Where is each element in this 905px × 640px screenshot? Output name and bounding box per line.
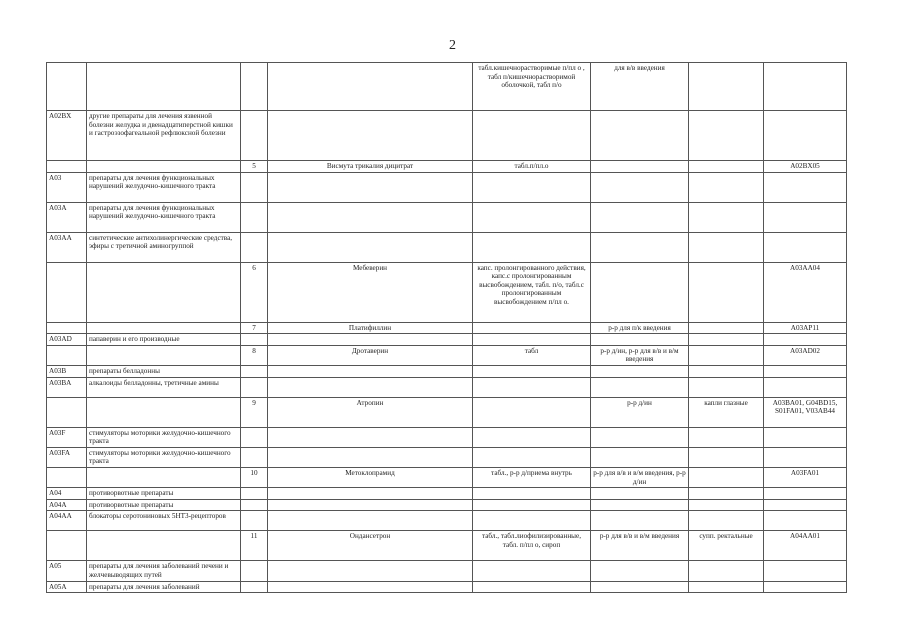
atc-code-cell: A02BX: [47, 111, 87, 161]
injection-form-cell: для в/в введения: [591, 63, 689, 111]
drug-name-cell: [268, 581, 473, 593]
row-number-cell: 9: [241, 397, 268, 427]
atc-code-cell: [47, 63, 87, 111]
group-name-cell: синтетические антихолинергические средства, эфиры с третичной аминогруппой: [87, 232, 241, 262]
table-row: [47, 561, 847, 581]
injection-form-cell: [591, 377, 689, 397]
atc-full-code-cell: A03AD02: [764, 345, 847, 365]
atc-full-code-cell: A03AP11: [764, 322, 847, 334]
atc-code-cell: A03F: [47, 427, 87, 447]
drug-name-cell: [268, 427, 473, 447]
table-row: [47, 111, 847, 161]
group-name-cell: противорвотные препараты: [87, 488, 241, 500]
row-number-cell: [241, 447, 268, 467]
other-form-cell: [689, 467, 764, 487]
injection-form-cell: [591, 161, 689, 173]
table-row: [47, 345, 847, 365]
row-number-cell: 7: [241, 322, 268, 334]
dosage-form-cell: [473, 561, 591, 581]
drug-name-cell: Атропин: [268, 397, 473, 427]
row-number-cell: [241, 511, 268, 531]
dosage-form-cell: [473, 499, 591, 511]
table-row: [47, 63, 847, 111]
dosage-form-cell: [473, 581, 591, 593]
atc-full-code-cell: [764, 488, 847, 500]
other-form-cell: [689, 63, 764, 111]
dosage-form-cell: [473, 232, 591, 262]
atc-full-code-cell: A02BX05: [764, 161, 847, 173]
atc-code-cell: [47, 531, 87, 561]
row-number-cell: [241, 488, 268, 500]
group-name-cell: препараты для лечения функциональных нарушений желудочно-кишечного тракта: [87, 172, 241, 202]
drug-name-cell: Дротаверин: [268, 345, 473, 365]
other-form-cell: [689, 511, 764, 531]
row-number-cell: [241, 499, 268, 511]
atc-code-cell: A05A: [47, 581, 87, 593]
atc-code-cell: [47, 322, 87, 334]
injection-form-cell: [591, 581, 689, 593]
table-row: [47, 172, 847, 202]
group-name-cell: препараты для лечения заболеваний: [87, 581, 241, 593]
row-number-cell: [241, 232, 268, 262]
atc-full-code-cell: [764, 334, 847, 346]
drug-name-cell: [268, 561, 473, 581]
table-row: [47, 467, 847, 487]
row-number-cell: [241, 63, 268, 111]
other-form-cell: [689, 488, 764, 500]
other-form-cell: [689, 262, 764, 322]
atc-code-cell: [47, 262, 87, 322]
injection-form-cell: [591, 172, 689, 202]
atc-code-cell: A03AD: [47, 334, 87, 346]
injection-form-cell: [591, 427, 689, 447]
other-form-cell: [689, 365, 764, 377]
injection-form-cell: [591, 202, 689, 232]
dosage-form-cell: [473, 322, 591, 334]
table-row: [47, 232, 847, 262]
group-name-cell: препараты для лечения заболеваний печени и желчевыводящих путей: [87, 561, 241, 581]
drug-name-cell: [268, 488, 473, 500]
atc-code-cell: A04AA: [47, 511, 87, 531]
atc-code-cell: A03: [47, 172, 87, 202]
drug-name-cell: [268, 63, 473, 111]
atc-full-code-cell: A03FA01: [764, 467, 847, 487]
row-number-cell: [241, 111, 268, 161]
injection-form-cell: [591, 232, 689, 262]
other-form-cell: [689, 334, 764, 346]
row-number-cell: [241, 377, 268, 397]
dosage-form-cell: табл: [473, 345, 591, 365]
injection-form-cell: р-р для п/к введения: [591, 322, 689, 334]
group-name-cell: [87, 161, 241, 173]
row-number-cell: 11: [241, 531, 268, 561]
injection-form-cell: [591, 488, 689, 500]
drug-name-cell: [268, 232, 473, 262]
atc-code-cell: [47, 345, 87, 365]
atc-full-code-cell: A03BA01, G04BD15, S01FA01, V03AB44: [764, 397, 847, 427]
row-number-cell: [241, 334, 268, 346]
row-number-cell: [241, 365, 268, 377]
row-number-cell: [241, 561, 268, 581]
atc-full-code-cell: [764, 499, 847, 511]
group-name-cell: стимуляторы моторики желудочно-кишечного тракта: [87, 447, 241, 467]
group-name-cell: препараты белладонны: [87, 365, 241, 377]
dosage-form-cell: [473, 172, 591, 202]
drug-name-cell: Метоклопрамид: [268, 467, 473, 487]
other-form-cell: [689, 581, 764, 593]
group-name-cell: другие препараты для лечения язвенной болезни желудка и двенадцатиперстной кишки и гастроэзофагеальной рефлюксной болезни: [87, 111, 241, 161]
drug-name-cell: [268, 377, 473, 397]
drug-name-cell: [268, 172, 473, 202]
drug-name-cell: [268, 202, 473, 232]
injection-form-cell: [591, 111, 689, 161]
group-name-cell: [87, 531, 241, 561]
injection-form-cell: [591, 447, 689, 467]
atc-full-code-cell: [764, 561, 847, 581]
drug-name-cell: [268, 334, 473, 346]
injection-form-cell: р-р д/ин: [591, 397, 689, 427]
atc-code-cell: A03BA: [47, 377, 87, 397]
drug-name-cell: Ондансетрон: [268, 531, 473, 561]
atc-full-code-cell: [764, 63, 847, 111]
atc-code-cell: [47, 397, 87, 427]
atc-code-cell: A03AA: [47, 232, 87, 262]
dosage-form-cell: [473, 377, 591, 397]
dosage-form-cell: [473, 488, 591, 500]
table-row: [47, 488, 847, 500]
injection-form-cell: [591, 499, 689, 511]
atc-code-cell: A04A: [47, 499, 87, 511]
table-row: [47, 262, 847, 322]
injection-form-cell: [591, 334, 689, 346]
group-name-cell: [87, 322, 241, 334]
group-name-cell: [87, 262, 241, 322]
atc-code-cell: A05: [47, 561, 87, 581]
injection-form-cell: [591, 561, 689, 581]
atc-full-code-cell: [764, 377, 847, 397]
injection-form-cell: [591, 262, 689, 322]
table-row: [47, 397, 847, 427]
group-name-cell: препараты для лечения функциональных нарушений желудочно-кишечного тракта: [87, 202, 241, 232]
injection-form-cell: р-р для в/в и в/м введения: [591, 531, 689, 561]
group-name-cell: блокаторы серотониновых 5HT3-рецепторов: [87, 511, 241, 531]
group-name-cell: [87, 467, 241, 487]
injection-form-cell: [591, 365, 689, 377]
dosage-form-cell: [473, 202, 591, 232]
atc-full-code-cell: [764, 447, 847, 467]
atc-full-code-cell: A04AA01: [764, 531, 847, 561]
group-name-cell: [87, 63, 241, 111]
drug-name-cell: [268, 111, 473, 161]
atc-code-cell: A03B: [47, 365, 87, 377]
table-row: [47, 202, 847, 232]
table-row: [47, 377, 847, 397]
drug-name-cell: [268, 499, 473, 511]
row-number-cell: [241, 202, 268, 232]
table-row: [47, 531, 847, 561]
group-name-cell: алкалоиды белладонны, третичные амины: [87, 377, 241, 397]
atc-full-code-cell: [764, 511, 847, 531]
other-form-cell: [689, 202, 764, 232]
other-form-cell: [689, 161, 764, 173]
dosage-form-cell: [473, 334, 591, 346]
atc-code-cell: [47, 467, 87, 487]
other-form-cell: [689, 377, 764, 397]
drug-name-cell: Платифиллин: [268, 322, 473, 334]
dosage-form-cell: табл.п/пл.о: [473, 161, 591, 173]
drug-name-cell: [268, 447, 473, 467]
table-row: [47, 499, 847, 511]
drug-name-cell: Висмута трикалия дицитрат: [268, 161, 473, 173]
dosage-form-cell: [473, 111, 591, 161]
injection-form-cell: р-р д/ин, р-р для в/в и в/м введения: [591, 345, 689, 365]
atc-full-code-cell: [764, 202, 847, 232]
group-name-cell: [87, 345, 241, 365]
group-name-cell: папаверин и его производные: [87, 334, 241, 346]
drug-name-cell: [268, 511, 473, 531]
other-form-cell: [689, 561, 764, 581]
table-row: [47, 447, 847, 467]
group-name-cell: противорвотные препараты: [87, 499, 241, 511]
row-number-cell: 10: [241, 467, 268, 487]
dosage-form-cell: табл.кишечнорастворимые п/пл о , табл п/кишечнорастворимой оболочкой, табл п/о: [473, 63, 591, 111]
atc-full-code-cell: [764, 365, 847, 377]
row-number-cell: [241, 172, 268, 202]
atc-full-code-cell: [764, 111, 847, 161]
table-row: [47, 161, 847, 173]
table-row: [47, 334, 847, 346]
dosage-form-cell: [473, 447, 591, 467]
page-number: 2: [449, 38, 456, 53]
other-form-cell: [689, 322, 764, 334]
table-row: [47, 365, 847, 377]
dosage-form-cell: [473, 365, 591, 377]
injection-form-cell: р-р для в/в и в/м введения, р-р д/ин: [591, 467, 689, 487]
row-number-cell: 6: [241, 262, 268, 322]
atc-full-code-cell: [764, 232, 847, 262]
other-form-cell: [689, 232, 764, 262]
table-row: [47, 581, 847, 593]
atc-full-code-cell: A03AA04: [764, 262, 847, 322]
atc-code-cell: A04: [47, 488, 87, 500]
row-number-cell: [241, 581, 268, 593]
atc-full-code-cell: [764, 581, 847, 593]
table-row: [47, 322, 847, 334]
row-number-cell: [241, 427, 268, 447]
other-form-cell: супп. ректальные: [689, 531, 764, 561]
other-form-cell: [689, 427, 764, 447]
other-form-cell: [689, 111, 764, 161]
drug-name-cell: Мебеверин: [268, 262, 473, 322]
atc-full-code-cell: [764, 427, 847, 447]
dosage-form-cell: [473, 427, 591, 447]
dosage-form-cell: табл., р-р д/приема внутрь: [473, 467, 591, 487]
group-name-cell: [87, 397, 241, 427]
atc-code-cell: A03A: [47, 202, 87, 232]
other-form-cell: [689, 499, 764, 511]
dosage-form-cell: табл., табл.лиофилизированные, табл. п/пл о, сироп: [473, 531, 591, 561]
drug-name-cell: [268, 365, 473, 377]
other-form-cell: [689, 345, 764, 365]
atc-code-cell: [47, 161, 87, 173]
dosage-form-cell: капс. пролонгированного действия, капс.с пролонгированным высвобождением, табл. п/о, табл.с пролонгированным высвобождением п/пл о.: [473, 262, 591, 322]
dosage-form-cell: [473, 397, 591, 427]
atc-code-cell: A03FA: [47, 447, 87, 467]
row-number-cell: 5: [241, 161, 268, 173]
injection-form-cell: [591, 511, 689, 531]
atc-full-code-cell: [764, 172, 847, 202]
other-form-cell: [689, 447, 764, 467]
table-row: [47, 511, 847, 531]
drug-registry-table: [46, 62, 847, 593]
other-form-cell: [689, 172, 764, 202]
table-row: [47, 427, 847, 447]
row-number-cell: 8: [241, 345, 268, 365]
dosage-form-cell: [473, 511, 591, 531]
group-name-cell: стимуляторы моторики желудочно-кишечного тракта: [87, 427, 241, 447]
other-form-cell: капли глазные: [689, 397, 764, 427]
